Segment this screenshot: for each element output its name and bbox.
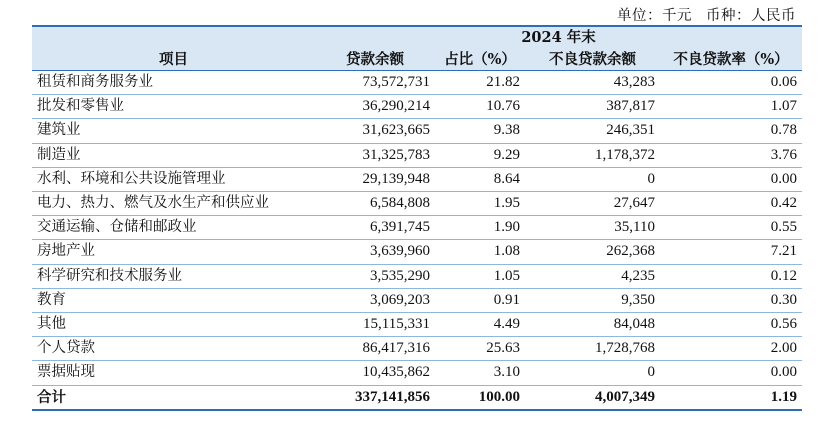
- row-npl-ratio: 7.21: [660, 240, 802, 264]
- row-share: 4.49: [435, 313, 525, 337]
- unit-label: 单位：千元: [617, 8, 692, 24]
- row-npl-balance: 0: [525, 167, 660, 191]
- column-header-share: 占比（%）: [435, 49, 525, 71]
- table-row: [32, 192, 802, 216]
- row-balance: 6,391,745: [315, 216, 435, 240]
- row-npl-ratio: 0.00: [660, 167, 802, 191]
- row-npl-balance: 1,178,372: [525, 143, 660, 167]
- row-item: 交通运输、仓储和邮政业: [32, 216, 315, 240]
- table-row: [32, 71, 802, 95]
- total-label: 合计: [32, 385, 315, 410]
- row-share: 1.08: [435, 240, 525, 264]
- row-npl-ratio: 0.42: [660, 192, 802, 216]
- row-balance: 86,417,316: [315, 337, 435, 361]
- table-row: [32, 313, 802, 337]
- column-header-balance: 贷款余额: [315, 49, 435, 71]
- row-npl-ratio: 0.06: [660, 71, 802, 95]
- row-npl-balance: 4,235: [525, 264, 660, 288]
- total-row: [32, 385, 802, 410]
- row-item: 制造业: [32, 143, 315, 167]
- row-share: 1.05: [435, 264, 525, 288]
- row-item: 其他: [32, 313, 315, 337]
- table-row: [32, 119, 802, 143]
- row-share: 21.82: [435, 71, 525, 95]
- row-balance: 29,139,948: [315, 167, 435, 191]
- row-npl-balance: 1,728,768: [525, 337, 660, 361]
- row-npl-ratio: 0.30: [660, 288, 802, 312]
- row-item: 批发和零售业: [32, 95, 315, 119]
- row-item: 租赁和商务服务业: [32, 71, 315, 95]
- row-item: 科学研究和技术服务业: [32, 264, 315, 288]
- column-header-row: [32, 49, 802, 71]
- row-npl-balance: 43,283: [525, 71, 660, 95]
- row-share: 8.64: [435, 167, 525, 191]
- row-share: 1.95: [435, 192, 525, 216]
- row-npl-ratio: 0.56: [660, 313, 802, 337]
- row-npl-balance: 9,350: [525, 288, 660, 312]
- row-npl-balance: 262,368: [525, 240, 660, 264]
- row-balance: 15,115,331: [315, 313, 435, 337]
- row-npl-ratio: 3.76: [660, 143, 802, 167]
- table-row: [32, 216, 802, 240]
- row-share: 1.90: [435, 216, 525, 240]
- row-share: 0.91: [435, 288, 525, 312]
- row-balance: 36,290,214: [315, 95, 435, 119]
- row-item: 票据贴现: [32, 361, 315, 385]
- total-npl-ratio: 1.19: [660, 385, 802, 410]
- row-npl-balance: 84,048: [525, 313, 660, 337]
- row-share: 9.29: [435, 143, 525, 167]
- row-share: 9.38: [435, 119, 525, 143]
- table-row: [32, 167, 802, 191]
- total-npl-balance: 4,007,349: [525, 385, 660, 410]
- column-header-npl-ratio: 不良贷款率（%）: [660, 49, 802, 71]
- loan-table: [32, 25, 802, 411]
- row-balance: 73,572,731: [315, 71, 435, 95]
- table-row: [32, 288, 802, 312]
- column-header-item: 项目: [32, 49, 315, 71]
- row-npl-ratio: 0.00: [660, 361, 802, 385]
- row-balance: 3,535,290: [315, 264, 435, 288]
- row-balance: 3,639,960: [315, 240, 435, 264]
- table-row: [32, 361, 802, 385]
- unit-line: [617, 4, 796, 25]
- period-header: 2024 年末: [315, 26, 802, 49]
- row-item: 水利、环境和公共设施管理业: [32, 167, 315, 191]
- row-npl-ratio: 0.12: [660, 264, 802, 288]
- row-npl-balance: 0: [525, 361, 660, 385]
- row-item: 电力、热力、燃气及水生产和供应业: [32, 192, 315, 216]
- row-balance: 6,584,808: [315, 192, 435, 216]
- table-row: [32, 240, 802, 264]
- row-npl-balance: 27,647: [525, 192, 660, 216]
- row-npl-balance: 35,110: [525, 216, 660, 240]
- table-row: [32, 143, 802, 167]
- row-item: 个人贷款: [32, 337, 315, 361]
- table-row: [32, 264, 802, 288]
- total-balance: 337,141,856: [315, 385, 435, 410]
- row-share: 25.63: [435, 337, 525, 361]
- column-header-npl-balance: 不良贷款余额: [525, 49, 660, 71]
- row-balance: 3,069,203: [315, 288, 435, 312]
- row-npl-ratio: 1.07: [660, 95, 802, 119]
- row-share: 10.76: [435, 95, 525, 119]
- table-row: [32, 95, 802, 119]
- row-balance: 10,435,862: [315, 361, 435, 385]
- period-header-row: [32, 26, 802, 49]
- row-item: 房地产业: [32, 240, 315, 264]
- row-item: 建筑业: [32, 119, 315, 143]
- row-item: 教育: [32, 288, 315, 312]
- table-row: [32, 337, 802, 361]
- row-share: 3.10: [435, 361, 525, 385]
- period-header-spacer: [32, 26, 315, 49]
- currency-label: 币种：人民币: [706, 8, 796, 24]
- total-share: 100.00: [435, 385, 525, 410]
- row-npl-ratio: 2.00: [660, 337, 802, 361]
- row-npl-balance: 387,817: [525, 95, 660, 119]
- row-balance: 31,623,665: [315, 119, 435, 143]
- row-npl-balance: 246,351: [525, 119, 660, 143]
- row-balance: 31,325,783: [315, 143, 435, 167]
- row-npl-ratio: 0.55: [660, 216, 802, 240]
- row-npl-ratio: 0.78: [660, 119, 802, 143]
